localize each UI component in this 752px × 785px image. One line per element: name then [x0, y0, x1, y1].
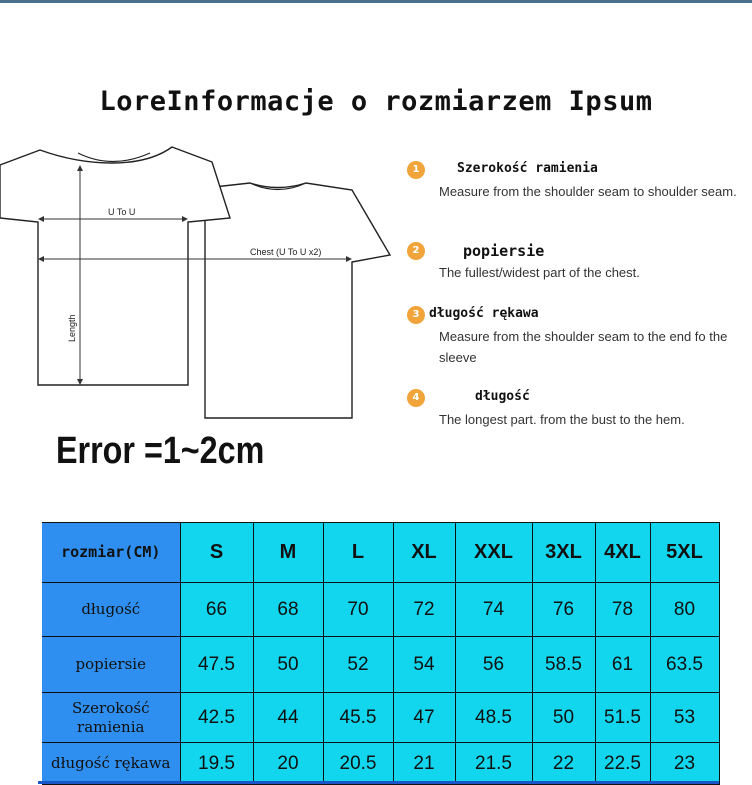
table-cell: 48.5 [455, 693, 532, 743]
length-label: Length [67, 314, 77, 342]
page-title: LoreInformacje o rozmiarzem Ipsum [99, 86, 653, 117]
row-label: długość [42, 583, 180, 637]
number-badge: 4 [407, 389, 425, 407]
tshirt-diagram [0, 140, 400, 425]
table-cell: 20 [253, 743, 323, 785]
table-cell: 76 [532, 583, 595, 637]
table-cell: 80 [650, 583, 719, 637]
legend-title: Szerokość ramienia [457, 161, 598, 176]
table-cell: 19.5 [180, 743, 253, 785]
table-cell: 53 [650, 693, 719, 743]
number-badge: 1 [407, 161, 425, 179]
table-cell: 78 [595, 583, 650, 637]
size-header: 3XL [532, 523, 595, 583]
table-cell: 68 [253, 583, 323, 637]
table-cell: 61 [595, 637, 650, 693]
table-cell: 22 [532, 743, 595, 785]
legend-description: The fullest/widest part of the chest. [439, 265, 640, 280]
row-label: popiersie [42, 637, 180, 693]
chest-label: Chest (U To U x2) [250, 247, 322, 257]
number-badge: 2 [407, 242, 425, 260]
number-badge: 3 [407, 306, 425, 324]
table-cell: 23 [650, 743, 719, 785]
top-border [0, 0, 752, 3]
table-cell: 50 [253, 637, 323, 693]
size-header: L [323, 523, 393, 583]
table-cell: 63.5 [650, 637, 719, 693]
tshirt-back [205, 183, 390, 418]
size-header: XL [393, 523, 455, 583]
table-cell: 47 [393, 693, 455, 743]
table-cell: 74 [455, 583, 532, 637]
table-cell: 50 [532, 693, 595, 743]
table-cell: 72 [393, 583, 455, 637]
table-cell: 20.5 [323, 743, 393, 785]
size-header: M [253, 523, 323, 583]
table-cell: 45.5 [323, 693, 393, 743]
table-cell: 21.5 [455, 743, 532, 785]
table-row [42, 693, 719, 743]
table-cell: 44 [253, 693, 323, 743]
table-cell: 66 [180, 583, 253, 637]
error-note: Error =1~2cm [56, 430, 265, 472]
table-cell: 70 [323, 583, 393, 637]
table-row [42, 583, 719, 637]
table-cell: 56 [455, 637, 532, 693]
legend-description: Measure from the shoulder seam to the end fo the sleeve [439, 329, 728, 365]
table-cell: 22.5 [595, 743, 650, 785]
header-label: rozmiar(CM) [42, 523, 180, 583]
table-cell: 54 [393, 637, 455, 693]
size-header: XXL [455, 523, 532, 583]
size-table [42, 522, 720, 785]
table-cell: 58.5 [532, 637, 595, 693]
size-header: 5XL [650, 523, 719, 583]
size-header: 4XL [595, 523, 650, 583]
tshirt-front [0, 147, 230, 385]
legend-title: popiersie [463, 242, 545, 260]
u-to-u-label: U To U [108, 207, 136, 217]
legend-title: długość rękawa [429, 306, 539, 321]
table-cell: 42.5 [180, 693, 253, 743]
size-header: S [180, 523, 253, 583]
legend-description: The longest part. from the bust to the hem. [439, 412, 685, 427]
table-header-row [42, 523, 719, 583]
table-cell: 47.5 [180, 637, 253, 693]
table-cell: 51.5 [595, 693, 650, 743]
legend-description: Measure from the shoulder seam to shoulder seam. [439, 184, 737, 199]
legend-title: długość [475, 389, 530, 404]
table-row [42, 743, 719, 785]
table-cell: 52 [323, 637, 393, 693]
row-label: Szerokość ramienia [42, 693, 180, 743]
row-label: długość rękawa [42, 743, 180, 785]
table-row [42, 637, 719, 693]
table-cell: 21 [393, 743, 455, 785]
